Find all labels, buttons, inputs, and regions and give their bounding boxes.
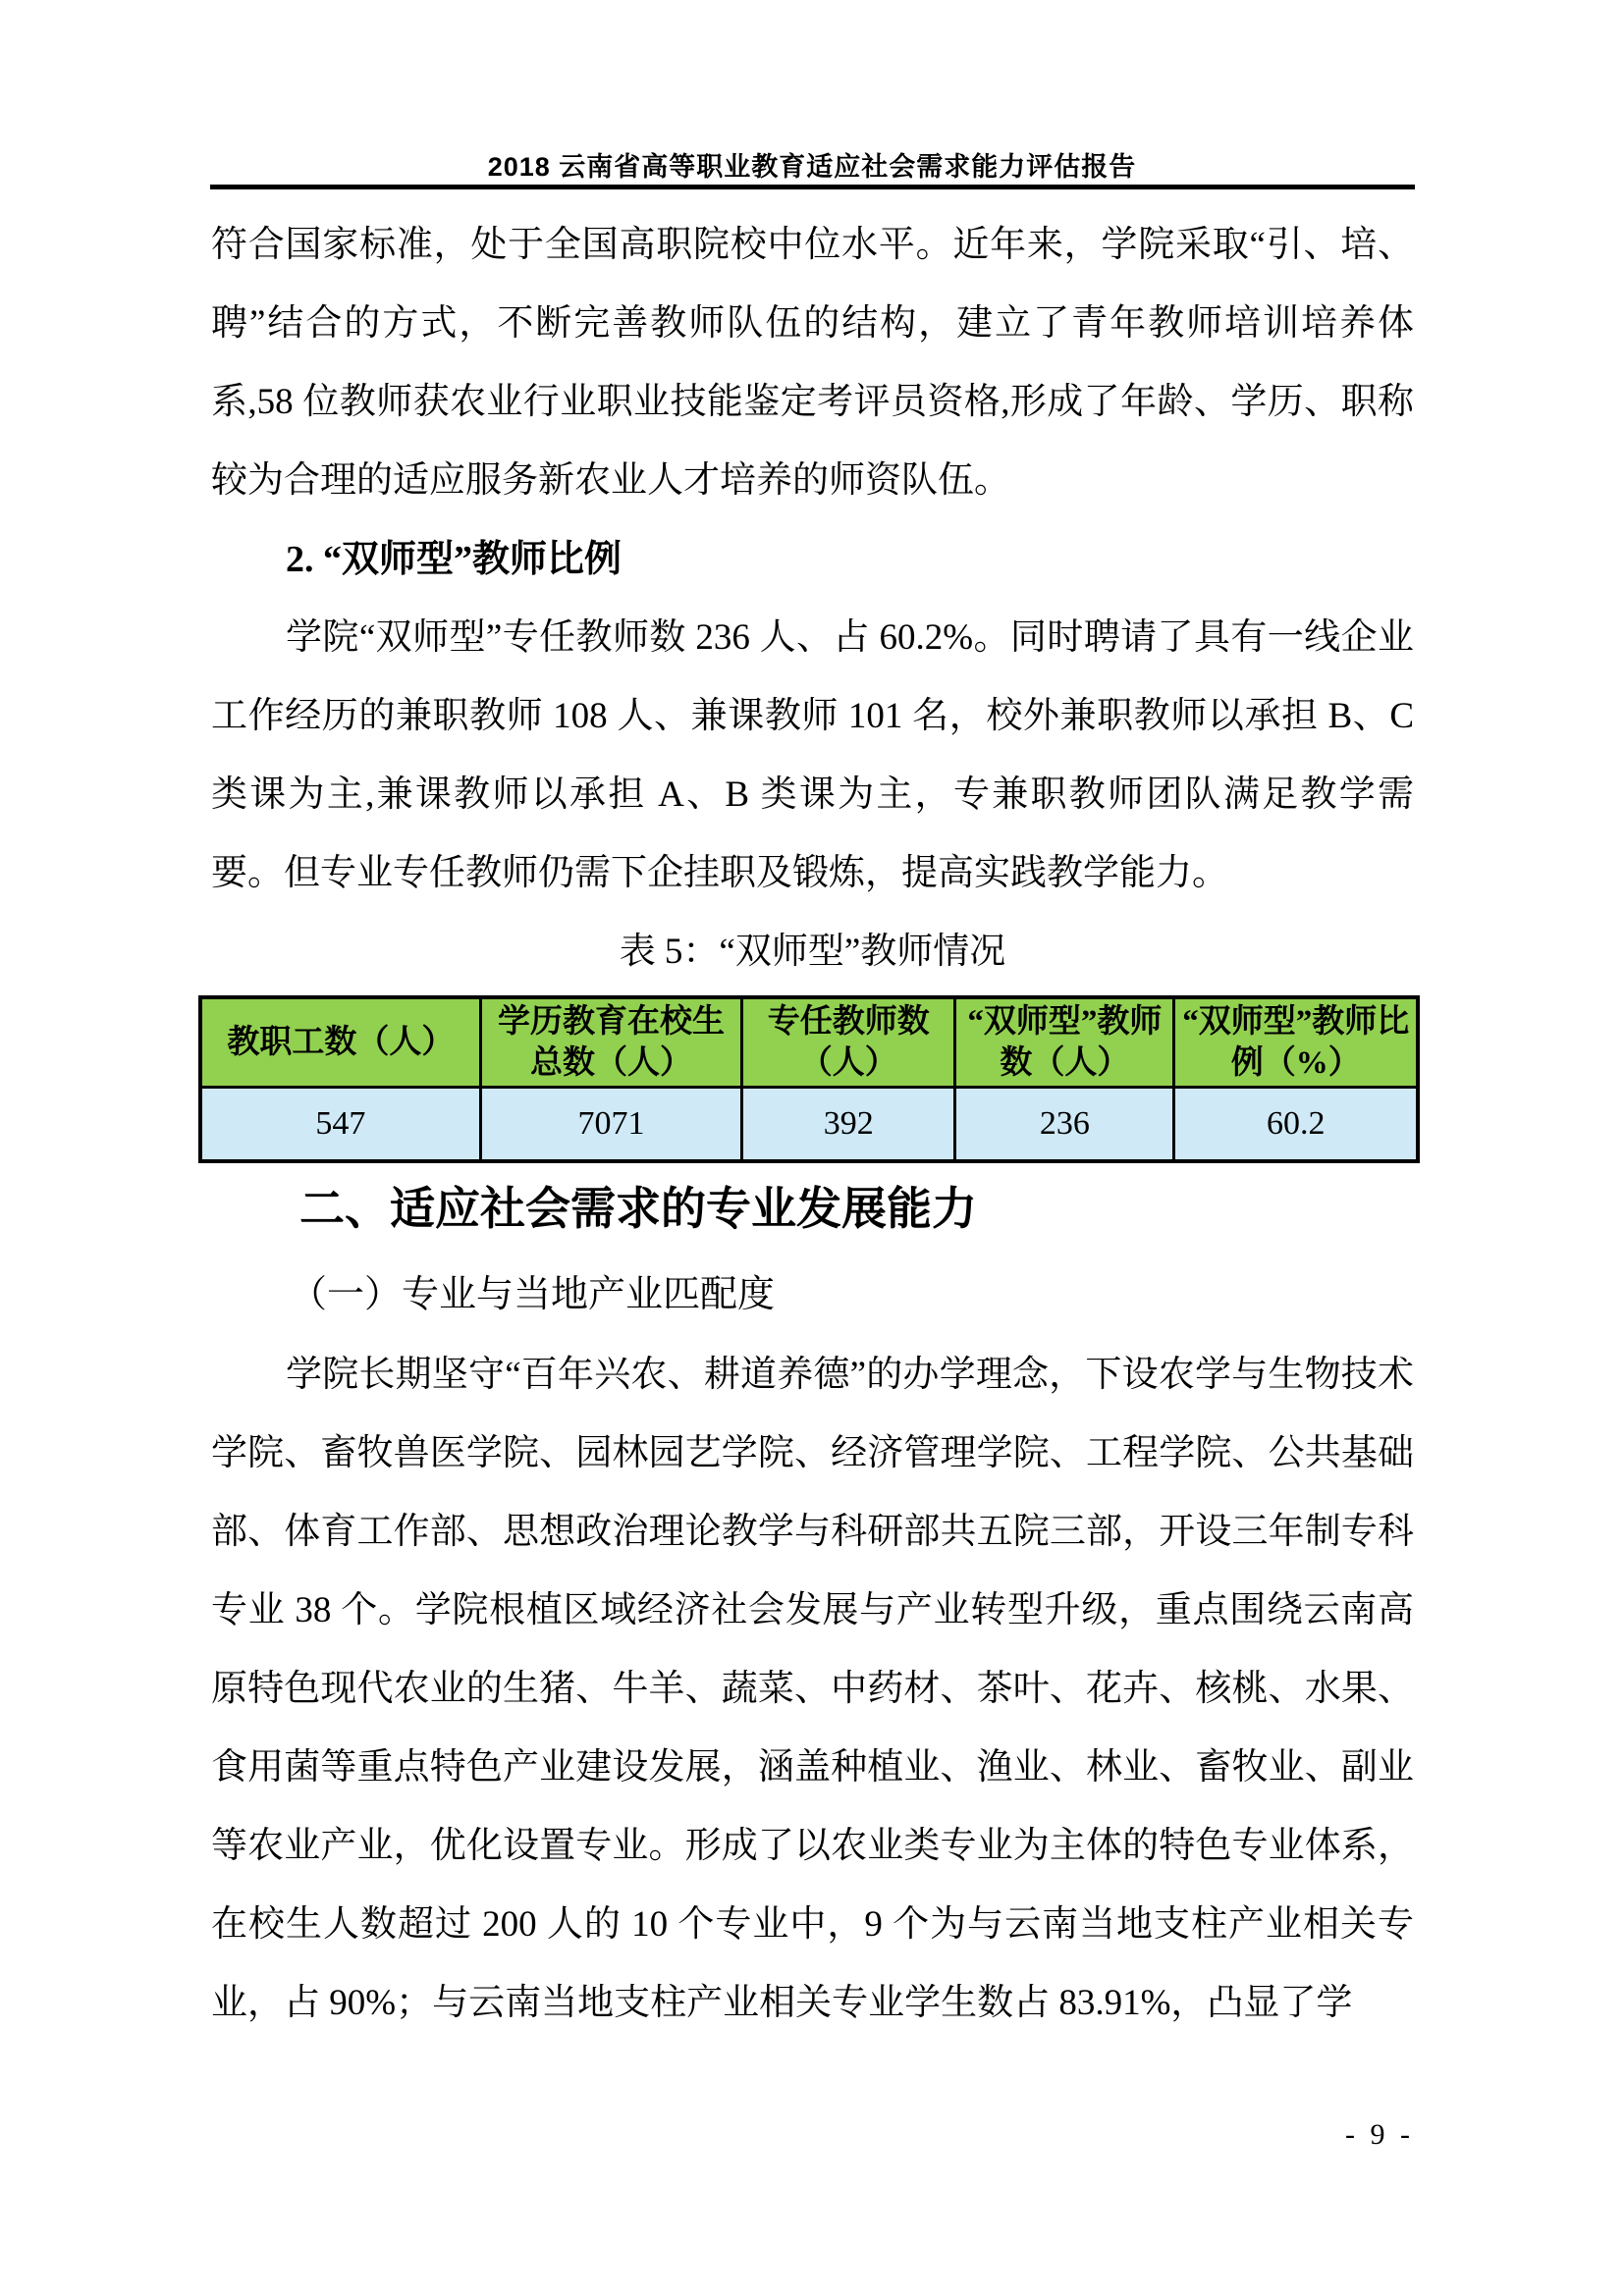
- heading-dual-teacher-ratio: 2. “双师型”教师比例: [286, 539, 623, 580]
- table-header-row: [200, 997, 1418, 1088]
- table-data-row: [200, 1088, 1418, 1162]
- cell-fulltime-teachers: 392: [742, 1088, 955, 1162]
- table-header-dual-teachers: “双师型”教师数（人）: [955, 997, 1174, 1088]
- cell-dual-teachers: 236: [955, 1088, 1174, 1162]
- paragraph-major-industry-match: 学院长期坚守“百年兴农、耕道养德”的办学理念，下设农学与生物技术学院、畜牧兽医学院、园林园艺学院、经济管理学院、工程学院、公共基础部、体育工作部、思想政治理论教学与科研部共五院三部，开设三年制专科专业 38 个。学院根植区域经济社会发展与产业转型升级，重点围绕云南高原特色现代农业的生猪、牛羊、蔬菜、中药材、茶叶、花卉、核桃、水果、食用菌等重点特色产业建设发展，涵盖种植业、渔业、林业、畜牧业、副业等农业产业，优化设置专业。形成了以农业类专业为主体的特色专业体系，在校生人数超过 200 人的 10 个专业中，9 个为与云南当地支柱产业相关专业，占 90%；与云南当地支柱产业相关专业学生数占 83.91%，凸显了学: [211, 1355, 1414, 2023]
- table-header-staff-count: 教职工数（人）: [200, 997, 480, 1088]
- table-header-enrolled-students: 学历教育在校生总数（人）: [480, 997, 742, 1088]
- page-number: - 9 -: [1345, 2118, 1414, 2151]
- table-header-dual-ratio: “双师型”教师比例（%）: [1174, 997, 1418, 1088]
- cell-dual-ratio: 60.2: [1174, 1088, 1418, 1162]
- header-divider-rule: [210, 185, 1415, 189]
- page-body: [211, 206, 1414, 2043]
- heading-section-two: 二、适应社会需求的专业发展能力: [299, 1183, 977, 1234]
- table-caption: 表 5：“双师型”教师情况: [619, 932, 1006, 972]
- paragraph-teacher-standards: 符合国家标准，处于全国高职院校中位水平。近年来，学院采取“引、培、聘”结合的方式，不断完善教师队伍的结构，建立了青年教师培训培养体系,58 位教师获农业行业职业技能鉴定考评员资格,形成了年龄、学历、职称较为合理的适应服务新农业人才培养的师资队伍。: [211, 225, 1414, 501]
- dual-teacher-stats-table: [198, 995, 1420, 1163]
- paragraph-dual-teacher-detail: 学院“双师型”专任教师数 236 人、占 60.2%。同时聘请了具有一线企业工作经历的兼职教师 108 人、兼课教师 101 名，校外兼职教师以承担 B、C 类课为主,兼课教师以承担 A、B 类课为主，专兼职教师团队满足教学需要。但专业专任教师仍需下企挂职及锻炼，提高实践教学能力。: [211, 617, 1414, 893]
- cell-enrolled-students: 7071: [480, 1088, 742, 1162]
- running-head-title: 2018 云南省高等职业教育适应社会需求能力评估报告: [487, 152, 1137, 182]
- heading-subsection-one: （一）专业与当地产业匹配度: [290, 1274, 776, 1315]
- table-header-fulltime-teachers: 专任教师数（人）: [742, 997, 955, 1088]
- cell-staff-count: 547: [200, 1088, 480, 1162]
